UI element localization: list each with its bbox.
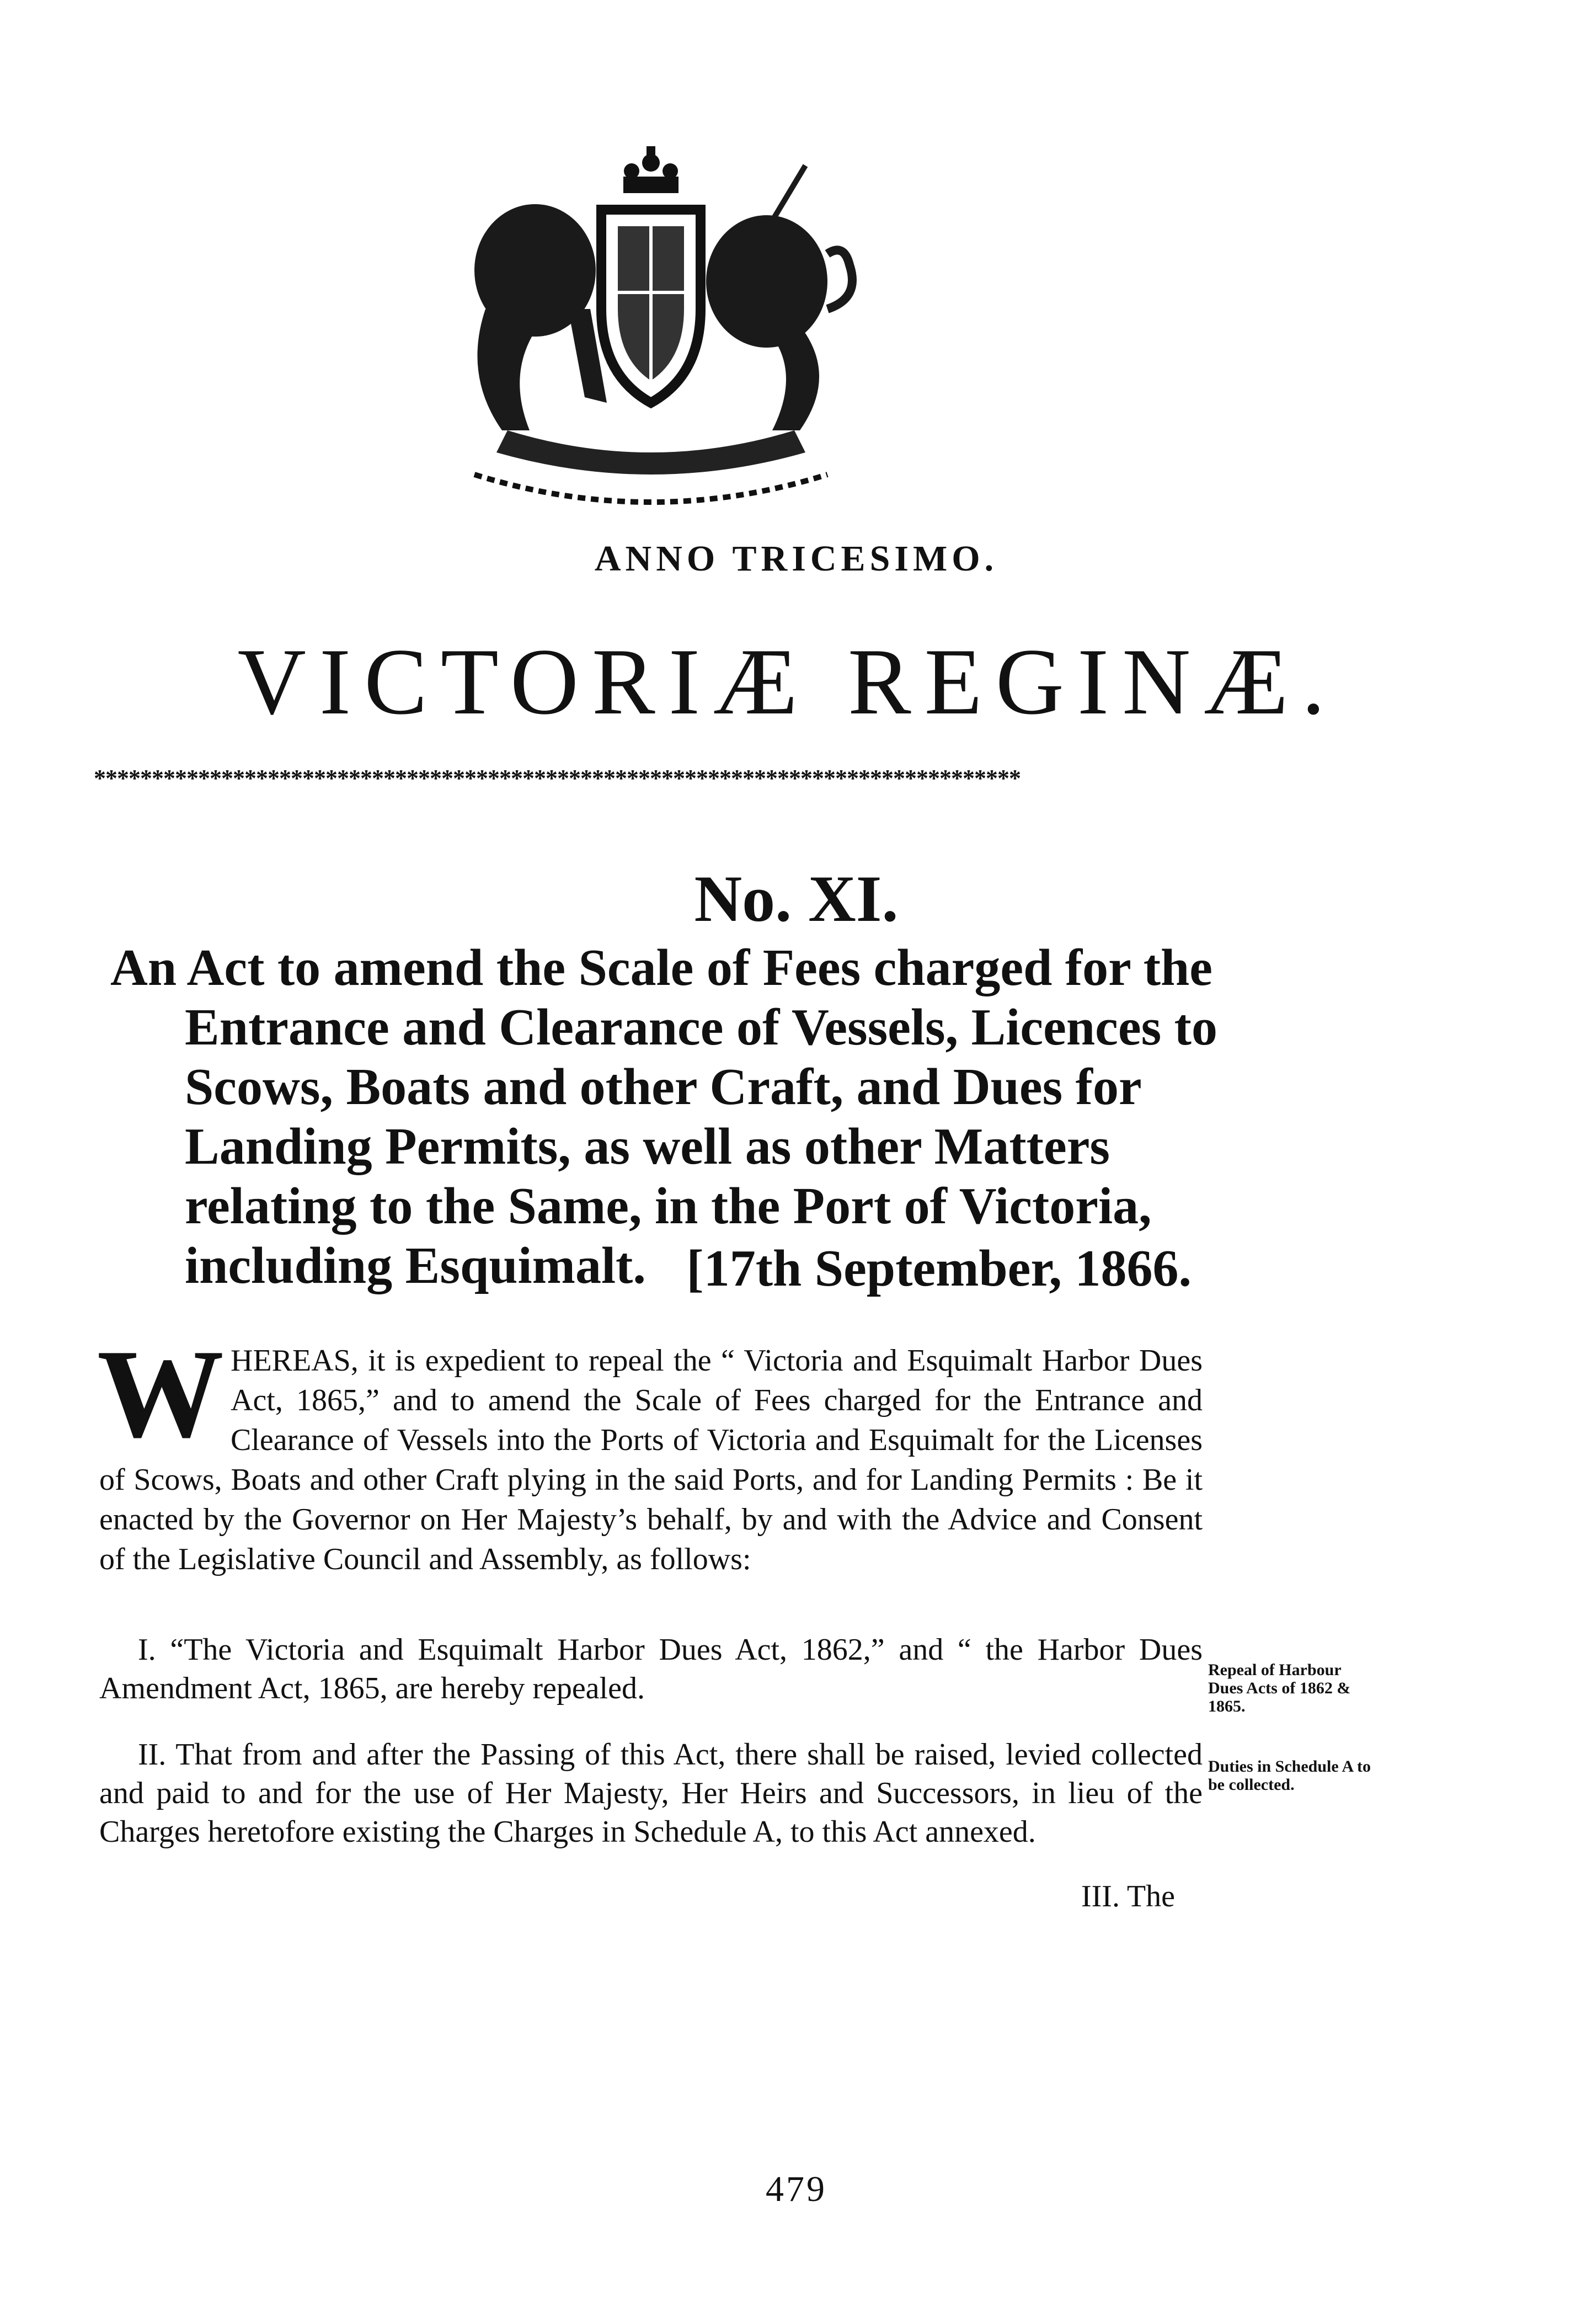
margin-note-1: Repeal of Harbour Dues Acts of 1862 & 1865.	[1208, 1661, 1351, 1715]
act-title: An Act to amend the Scale of Fees charged for the Entrance and Clearance of Vessels, Licences to Scows, Boats and other Craft, and Dues for Landing Permits, as well as other Matters relating to the Same, in the Port of Victoria, including Esquimalt.	[110, 939, 1217, 1294]
page-number: 479	[766, 2169, 827, 2209]
act-date: [17th September, 1866.	[686, 1240, 1192, 1297]
regnal-title: VICTORIÆ REGINÆ.	[237, 630, 1339, 734]
anno-heading: ANNO TRICESIMO.	[594, 539, 998, 579]
motto-scroll	[496, 430, 805, 475]
preamble	[97, 1323, 1203, 1579]
asterisk-divider: ********************************************************************************	[94, 765, 1021, 792]
unicorn-icon	[706, 166, 852, 430]
lion-icon	[474, 204, 607, 430]
section-2: II. That from and after the Passing of this Act, there shall be raised, levied collected and paid to and for the use of Her Majesty, Her Heirs and Successors, in lieu of the Charges heretofore existing the Charges in Schedule A, to this Act annexed.	[99, 1737, 1203, 1849]
section-1: I. “The Victoria and Esquimalt Harbor Dues Act, 1862,” and “ the Harbor Dues Amendment Act, 1865, are hereby repealed.	[99, 1633, 1203, 1705]
margin-note-2: Duties in Schedule A to be collected.	[1208, 1757, 1371, 1794]
crown-icon	[623, 146, 679, 193]
catchword: III. The	[1081, 1879, 1175, 1913]
drop-cap: W	[97, 1323, 224, 1464]
preamble-text: HEREAS, it is expedient to repeal the “ Victoria and Esquimalt Harbor Dues Act, 1865,” and to amend the Scale of Fees charged for the Entrance and Clearance of Vessels into the Ports of Victoria and Esquimalt for the Licenses of Scows, Boats and other Craft plying in the said Ports, and for Landing Permits : Be it enacted by the Governor on Her Majesty’s behalf, by and with the Advice and Consent of the Legislative Council and Assembly, as follows:	[99, 1344, 1203, 1576]
royal-coat-of-arms	[441, 143, 861, 519]
act-number: No. XI.	[694, 862, 899, 935]
